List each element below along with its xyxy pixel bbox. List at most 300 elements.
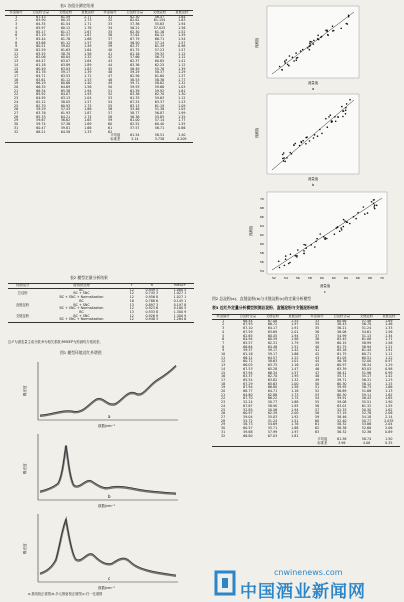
scatter-point [291,153,293,155]
table1-cell: 56.21 [130,25,140,30]
table3-cell: 52.24 [243,400,253,405]
figure1-caption: 图1 模型环境近红外谱图 [60,350,102,355]
table3-cell: 58.46 [337,414,347,419]
table1-cell: 63.37 [130,44,140,49]
table3-cell: 58.34 [361,363,372,368]
table3-cell: 56.32 [337,429,347,434]
table3-cell: 9 [222,348,225,353]
table1-cell: 65.44 [36,36,46,41]
table1-cell: 56.87 [154,110,165,115]
table3-cell: 52.68 [361,426,372,431]
table1-cell: 45 [108,66,113,71]
table1-cell: 21 [14,88,19,93]
table1-cell: 1.57 [84,99,92,104]
scatter-point [348,15,350,17]
scatter-point [297,249,299,251]
table1-cell: 62.12 [36,99,46,104]
figure2-c-xtick: 66 [356,276,360,280]
figure2-ylabel-c: 预测值 [249,225,253,236]
table1-cell: 61.54 [60,22,71,27]
scatter-point [373,199,375,201]
table3-cell: 64.57 [267,355,278,360]
table3-cell: 60.97 [243,411,253,416]
table1-cell: 62.70 [36,103,46,108]
scatter-point [355,218,357,220]
table3-col-header: 直链淀粉 [378,315,400,319]
figure1-panel-c [22,514,178,590]
figure2-c-ytick: 64 [260,224,264,228]
scatter-point [309,43,311,45]
table1-cell: 1.41 [178,59,186,64]
table3-cell: 50.77 [267,400,278,405]
table1-cell: 34 [108,25,113,30]
table1-cell: 64.69 [60,85,71,90]
table1-cell: 56.62 [60,118,71,123]
scatter-point [349,223,351,225]
table3-cell: 55.51 [361,400,372,405]
table3-cell: 25 [221,407,226,412]
table3-cell: 1.51 [291,418,299,423]
table1-cell: 35 [108,29,113,34]
table3-cell: 68.44 [243,318,253,323]
table1-cell: 30 [14,122,19,127]
table3-cell: 44 [315,359,320,364]
table3-cell: 58.94 [361,344,372,349]
table1-cell: 64.21 [60,114,71,119]
table1-cell: 7 [15,36,18,41]
table1-cell: 63.13 [130,103,140,108]
table3-cell: 1.81 [291,433,299,438]
table3-cell: 8 [222,344,225,349]
table1-cell: 57.23 [154,48,165,53]
table1-cell: 3 [15,22,18,27]
table3-cell: 1.62 [385,392,393,397]
table3-cell: 67.03 [267,433,278,438]
table3-cell: 13 [221,363,226,368]
panel-c-label: c [108,576,111,581]
table1-cell: 59.93 [130,85,140,90]
table2-cell: 0.897 3 [145,302,159,307]
figure2-panel-b [254,94,359,187]
table3-cell: 1.68 [291,400,299,405]
table1 [5,10,193,143]
scatter-point [332,25,334,27]
scatter-point [340,227,342,229]
table1-cell: 61.93 [60,110,71,115]
table3-cell: 1.23 [385,377,393,382]
scatter-point [345,107,347,109]
table1-col-header: 样品编号 [99,11,121,15]
table3-cell: 1.68 [291,426,299,431]
scatter-point [303,253,305,255]
table3-cell: 40 [315,344,320,349]
table1-cell: 63.07 [60,59,71,64]
table3-cell: 53 [315,392,320,397]
table2-col-header: R [138,284,166,288]
figure2-c-xtick: 52 [272,276,276,280]
table3-cell: 52.36 [361,429,372,434]
table1-cell: 27 [14,110,19,115]
table3-cell: 63.82 [267,377,278,382]
table1-cell: 63.61 [36,77,46,82]
table1-cell: 1.39 [84,70,92,75]
scatter-point [343,226,345,228]
table1-cell: 1.67 [84,33,92,38]
table2-row [8,318,194,322]
scatter-point [289,152,291,154]
table1-cell: 1.63 [178,18,186,23]
table3-cell: 1.91 [385,348,393,353]
figure2-panel-c-label: c [324,290,326,294]
table2-cell: 0.956 8 [145,295,159,300]
table1-cell: 1.57 [178,48,186,53]
table2-col-header: 待测组分 [8,284,37,288]
table2-col-header: F [126,284,138,288]
table3-cell: 1.46 [385,322,393,327]
table1-cell: 29 [14,118,19,123]
table1-cell: 32 [108,18,113,23]
table3-cell: 62.31 [267,340,278,345]
scatter-point [307,47,309,49]
table1-cell: 1.66 [84,125,92,130]
table1-cell: 1.94 [84,88,92,93]
table2-cell: 0.926 9 [145,313,159,318]
figure2-caption: 图2 总淀粉(a)、直链淀粉(b)与支链淀粉(c)的定量分析模型 [212,296,312,301]
table1-cell: 59.17 [60,70,71,75]
table1-col-header: 总淀粉含量 [27,11,54,15]
table3-cell: 52.00 [361,359,372,364]
table3-cell: 63.37 [243,374,253,379]
table1-cell: 1.33 [84,129,92,134]
table3-cell: 5 [222,333,225,338]
table3-cell: 3 [222,326,225,331]
table1-cell: 47 [108,73,113,78]
table1-cell: 62.30 [130,14,140,19]
table1-cell: 43 [108,59,113,64]
table1-cell: 25 [14,103,19,108]
table3-cell: 60.45 [267,333,278,338]
table3-cell: 60.59 [267,337,278,342]
table3-cell: 56.31 [361,377,372,382]
table3-cell: 41 [315,348,320,353]
scatter-point [342,110,344,112]
table3-cell: 1.55 [291,318,299,323]
table1-cell: 1.64 [84,59,92,64]
scatter-point [286,59,288,61]
scatter-point [283,160,285,162]
table1-cell: 61.12 [60,40,71,45]
table3-cell: 1.56 [385,340,393,345]
table1-summary-cell: 58.51 [154,133,165,138]
table1-cell: 61.19 [154,103,165,108]
table3-cell: 63.45 [337,337,347,342]
scatter-point [296,57,298,59]
scatter-point [303,250,305,252]
figure2-c-xtick: 56 [296,276,300,280]
scatter-point [314,246,316,248]
table1-cell: 1.86 [84,107,92,112]
table1-cell: 55 [108,103,113,108]
table1-cell: 55.76 [154,66,165,71]
table1-cell: 38 [108,40,113,45]
figure2-xlabel-c: 测量值 [320,284,331,288]
table1-cell: 50 [108,85,113,90]
table1-cell: 61.57 [60,33,71,38]
table3-col-header: 支链淀粉 [261,315,283,319]
table3-cell: 6 [222,337,225,342]
table3-cell: 51.13 [361,333,372,338]
table3-cell: 1.78 [291,422,299,427]
scatter-point [316,238,318,240]
scatter-point [292,57,294,59]
table3-cell: 30 [221,426,226,431]
table3-cell: 67.29 [243,381,253,386]
scatter-point [327,35,329,37]
table3-cell: 10 [221,352,226,357]
table3-cell: 54 [315,396,320,401]
table1-cell: 56.36 [130,114,140,119]
table3-cell: 52.85 [243,407,253,412]
table1-cell: 57.14 [154,118,165,123]
scatter-point [344,220,346,222]
scatter-point [353,216,355,218]
table3-cell: 1.66 [385,385,393,390]
figure2-c-xtick: 68 [368,276,372,280]
figure1-spectra [18,360,188,592]
table3-cell: 57 [315,407,320,412]
table1-cell: 61.16 [154,29,165,34]
scatter-point [302,140,304,142]
table3-cell: 58.90 [267,403,278,408]
table1-cell: 64.35 [36,22,46,27]
table3-cell: 1.00 [291,381,299,386]
table3-cell: 62.65 [243,333,253,338]
table1-cell: 1.57 [84,40,92,45]
scatter-point [348,16,350,18]
table3-cell: 36 [315,329,320,334]
table3-cell: 60.71 [361,352,372,357]
figure2-c-ytick: 56 [260,260,264,264]
table3-cell: 39 [315,340,320,345]
table1-summary-row [5,138,193,142]
table3-cell: 1.55 [385,403,393,408]
table1-cell: 13 [14,59,19,64]
table3-cell: 61.16 [243,352,253,357]
table3-cell: 67.08 [267,318,278,323]
table1-cell: 65.92 [36,92,46,97]
scatter-point [281,69,283,71]
table3-cell: 57.19 [337,411,347,416]
table3-cell: 51 [315,385,320,390]
table2-cell: 12 [129,313,134,318]
table3-cell: 1.79 [291,340,299,345]
table1-cell: 17 [14,73,19,78]
table3-cell: 1.25 [385,381,393,386]
table1-cell: 1.32 [84,55,92,60]
table3-cell: 1.58 [291,385,299,390]
table3-cell: 0.99 [385,370,393,375]
site-watermark [214,568,400,602]
table1-cell: 57.57 [130,125,140,130]
scatter-point [284,161,286,163]
table3-cell: 55.03 [267,414,278,419]
table2-cell: BC + SNC + Normalization [59,295,104,300]
panel-a-label: a [108,414,111,419]
table3-cell: 46 [315,366,320,371]
figure2-c-xtick: 70 [380,276,384,280]
table1-cell: 60.66 [60,81,71,86]
table2-col-header: 谱图预处理 [37,284,126,288]
table3-cell: 2 [222,322,225,327]
table2-cell: BC [79,287,84,292]
table1-cell: 63.68 [36,40,46,45]
table2-cell: 12 [129,306,134,311]
table1-cell: 61.16 [130,51,140,56]
table3-cell: 52.33 [337,407,347,412]
table1-cell: 56.50 [130,40,140,45]
scatter-point [324,238,326,240]
table3-cell: 56.08 [337,329,347,334]
table1-cell: 1.56 [178,25,186,30]
table3-cell: 66.34 [267,370,278,375]
table3-cell: 50.77 [361,418,372,423]
table3-cell: 54.61 [361,329,372,334]
scatter-point [321,36,323,38]
scatter-point [295,52,297,54]
table3-cell: 32 [221,433,226,438]
table3-cell: 58.43 [337,322,347,327]
table1-summary-cell: 3.14 [121,138,148,142]
table1-cell: 41 [108,51,113,56]
table3-summary-cell: 0.35 [378,442,400,446]
table3-cell: 64.17 [267,326,278,331]
table3-cell: 35 [315,326,320,331]
table3-cell: 2.035 [384,418,394,423]
table3-cell: 1.13 [385,389,393,394]
scatter-point [374,204,376,206]
table1-cell: 59.81 [60,125,71,130]
scatter-point [346,23,348,25]
table1-summary-cell: 3.738 [148,138,170,142]
table3-cell: 0.98 [385,366,393,371]
table1-cell: 67.25 [130,99,140,104]
table2-cell: 12 [129,295,134,300]
table3-cell: 61.32 [361,403,372,408]
table3-cell: 56.41 [337,370,347,375]
scatter-point [328,116,330,118]
table2-cell: 0.933 8 [145,309,159,314]
table3-cell: 24 [221,403,226,408]
scatter-point [305,137,307,139]
table1-cell: 62.59 [36,48,46,53]
scatter-point [313,137,315,139]
figure2-panel-b-label: b [312,183,315,187]
scatter-point [284,62,286,64]
table3-summary-cell: 3.96 [328,442,355,446]
table1-cell: 1.65 [84,118,92,123]
table1-cell: 64.58 [60,129,71,134]
table3-cell: 64.80 [243,392,253,397]
scatter-point [364,213,366,215]
scatter-point [376,205,378,207]
table2-cell: BC [79,309,84,314]
table3-cell: 59 [315,414,320,419]
scatter-point [332,30,334,32]
table3-cell: 2.06 [385,411,393,416]
table2-cell: 直链淀粉 [16,302,30,307]
scatter-point [286,157,288,159]
table3-cell: 63.75 [267,363,278,368]
table1-cell: 57.36 [130,22,140,27]
table3-cell: 49 [315,377,320,382]
scatter-point [373,203,375,205]
table1-cell: 56.71 [154,125,165,130]
scatter-point [367,212,369,214]
table1-cell: 62.25 [154,62,165,67]
scatter-point [331,121,333,123]
table3-cell: 1.33 [385,326,393,331]
table3-summary-cell: 1.50 [385,437,393,442]
table1-cell: 9 [15,44,18,49]
table3-cell: 21 [221,392,226,397]
table3-cell: 55.72 [243,418,253,423]
table1-cell: 53.46 [130,107,140,112]
table1-cell: 60.15 [60,18,71,23]
table3-cell: 1.75 [291,396,299,401]
scatter-point [319,233,321,235]
scatter-point [305,247,307,249]
table2-note: 注:F为潜变量主成分数;R为相关系数;RMSEP为预测均方根误差。 [8,340,103,344]
table2-cell: 13 [129,302,134,307]
table1-cell: 1.83 [84,66,92,71]
table3-cell: 55.71 [337,374,347,379]
table2-cell: 0.948 3 [138,318,166,322]
table3-cell: 60.72 [243,359,253,364]
scatter-point [283,152,285,154]
table3-cell: 59.68 [243,429,253,434]
table1-cell: 1.67 [84,29,92,34]
table3-cell: 1.51 [291,344,299,349]
table1-summary-label: 标准差 [5,138,121,142]
table1-cell: 58 [108,114,113,119]
table3-cell: 62.70 [267,374,278,379]
table3-cell: 56.73 [361,385,372,390]
table1-cell: 1.64 [178,14,186,19]
table1-cell: 1.75 [84,103,92,108]
scatter-point [290,254,292,256]
scatter-point [346,221,348,223]
table1-cell: 63.36 [130,92,140,97]
table3-cell: 1.90 [385,400,393,405]
table3-cell: 57.46 [361,318,372,323]
scatter-point [317,135,319,137]
watermark-logo-icon [214,570,236,596]
table1-cell: 24 [14,99,19,104]
table3-cell: 1.34 [385,333,393,338]
table2-cell: BC + SNC [73,313,90,318]
figure1-xlabel-c: 波数/cm⁻¹ [98,586,115,590]
table3-cell: 62.39 [267,411,278,416]
table3-cell: 1.22 [385,355,393,360]
table1-cell: 1.58 [84,51,92,56]
table1-cell: 51.38 [154,107,165,112]
table1-cell: 57.14 [154,40,165,45]
table1-cell: 42 [108,55,113,60]
table1-caption: 表1 各组分测定结果 [60,3,94,8]
table3-cell: 56 [315,403,320,408]
scatter-point [326,31,328,33]
scatter-point [335,121,337,123]
